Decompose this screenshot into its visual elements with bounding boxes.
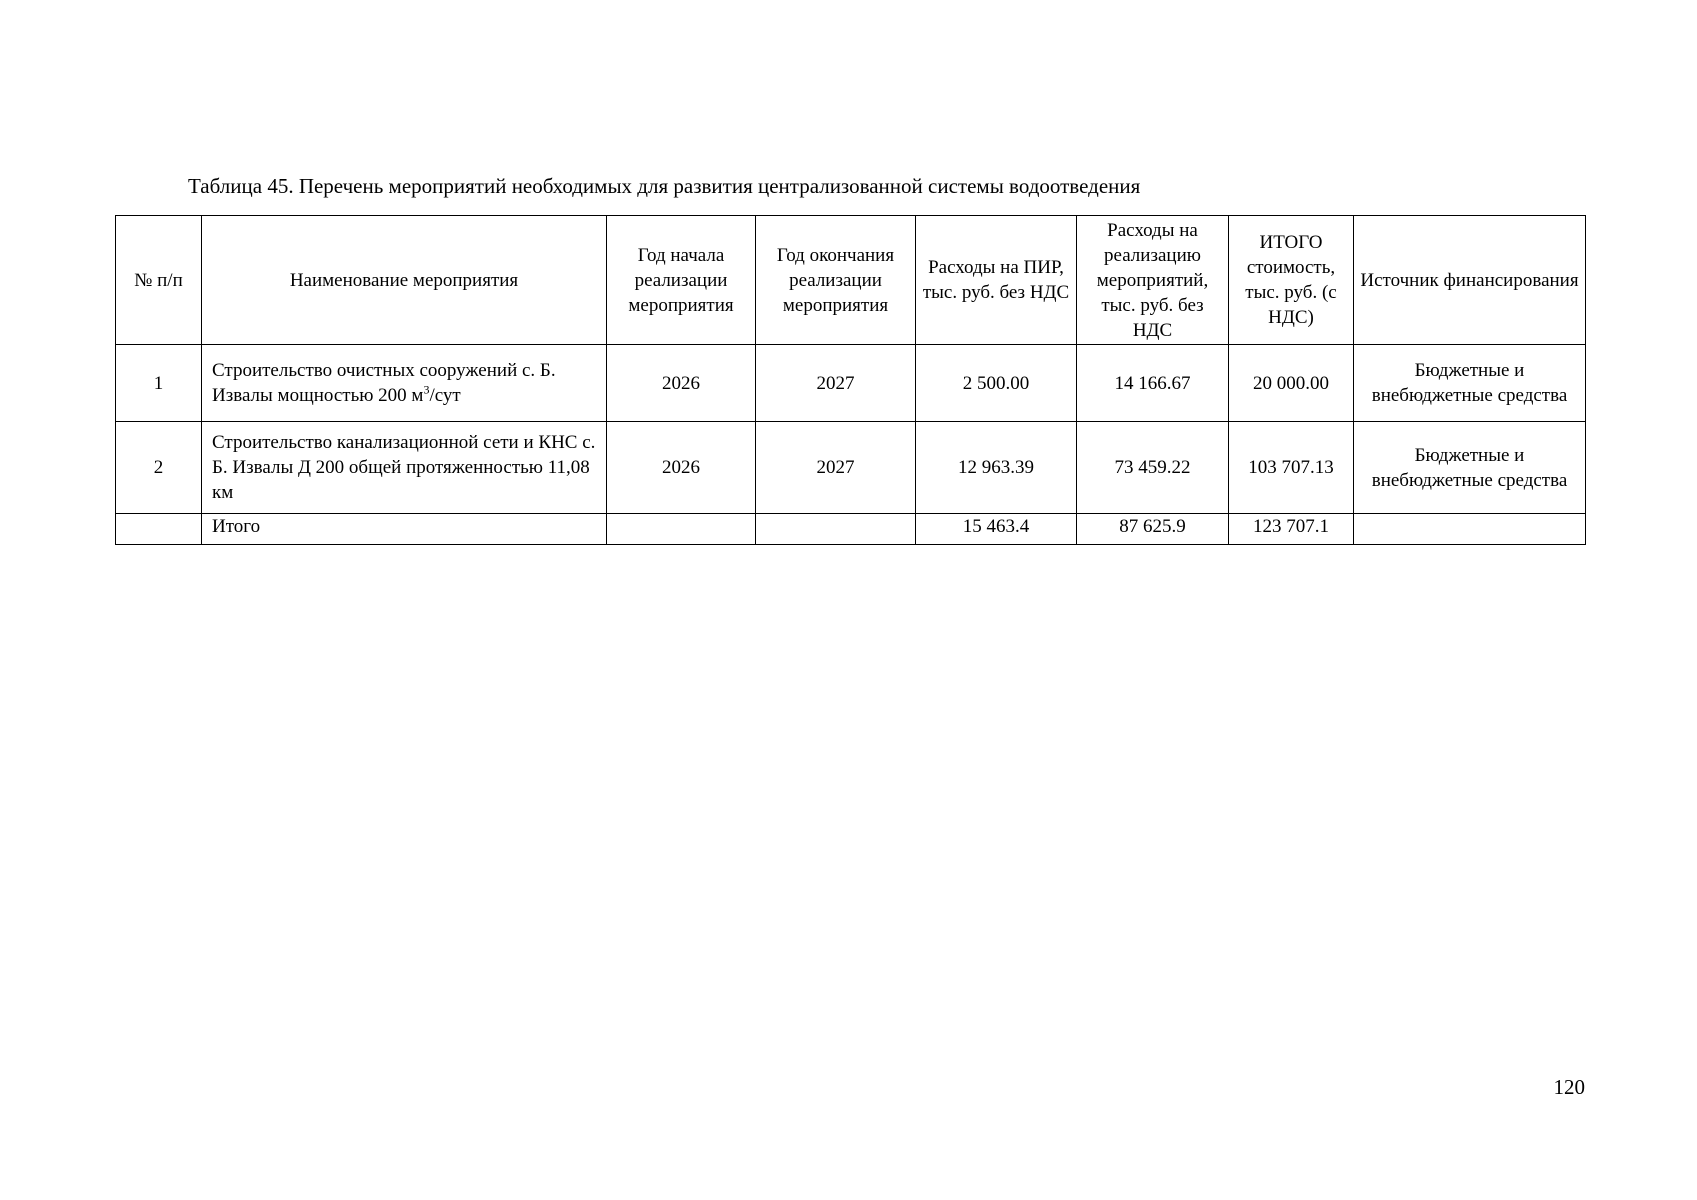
row-pir-costs: 2 500.00 — [916, 345, 1077, 422]
header-end-year: Год окончания реализации мероприятия — [756, 216, 916, 345]
row-name — [202, 345, 607, 422]
total-implementation-costs: 87 625.9 — [1077, 514, 1229, 545]
row-name-superscript: 3 — [423, 382, 430, 397]
header-pir-costs: Расходы на ПИР, тыс. руб. без НДС — [916, 216, 1077, 345]
row-implementation-costs: 14 166.67 — [1077, 345, 1229, 422]
total-start-year — [607, 514, 756, 545]
header-total-cost: ИТОГО стоимость, тыс. руб. (с НДС) — [1229, 216, 1354, 345]
row-funding-source: Бюджетные и внебюджетные средства — [1354, 422, 1586, 514]
row-name: Строительство канализационной сети и КНС с. Б. Извалы Д 200 общей протяженностью 11,08 км — [202, 422, 607, 514]
table-header-row — [116, 216, 1586, 345]
header-start-year: Год начала реализации мероприятия — [607, 216, 756, 345]
row-implementation-costs: 73 459.22 — [1077, 422, 1229, 514]
row-name-text: Строительство очистных сооружений с. Б. Извалы мощностью 200 м — [212, 360, 556, 406]
row-end-year: 2027 — [756, 345, 916, 422]
header-num: № п/п — [116, 216, 202, 345]
row-start-year: 2026 — [607, 422, 756, 514]
header-name: Наименование мероприятия — [202, 216, 607, 345]
table-row — [116, 345, 1586, 422]
row-funding-source: Бюджетные и внебюджетные средства — [1354, 345, 1586, 422]
page-number: 120 — [1553, 1075, 1585, 1099]
table-row — [116, 422, 1586, 514]
measures-table — [115, 215, 1586, 545]
row-end-year: 2027 — [756, 422, 916, 514]
total-cost: 123 707.1 — [1229, 514, 1354, 545]
total-pir-costs: 15 463.4 — [916, 514, 1077, 545]
total-row — [116, 514, 1586, 545]
row-total-cost: 20 000.00 — [1229, 345, 1354, 422]
table-caption: Таблица 45. Перечень мероприятий необходимых для развития централизованной системы водоотведения — [188, 174, 1141, 198]
total-end-year — [756, 514, 916, 545]
row-num: 2 — [116, 422, 202, 514]
row-name-suffix: /сут — [429, 385, 461, 406]
header-implementation-costs: Расходы на реализацию мероприятий, тыс. руб. без НДС — [1077, 216, 1229, 345]
header-funding-source: Источник финансирования — [1354, 216, 1586, 345]
total-label: Итого — [202, 514, 607, 545]
row-start-year: 2026 — [607, 345, 756, 422]
row-num: 1 — [116, 345, 202, 422]
total-num — [116, 514, 202, 545]
total-funding-source — [1354, 514, 1586, 545]
row-pir-costs: 12 963.39 — [916, 422, 1077, 514]
row-total-cost: 103 707.13 — [1229, 422, 1354, 514]
